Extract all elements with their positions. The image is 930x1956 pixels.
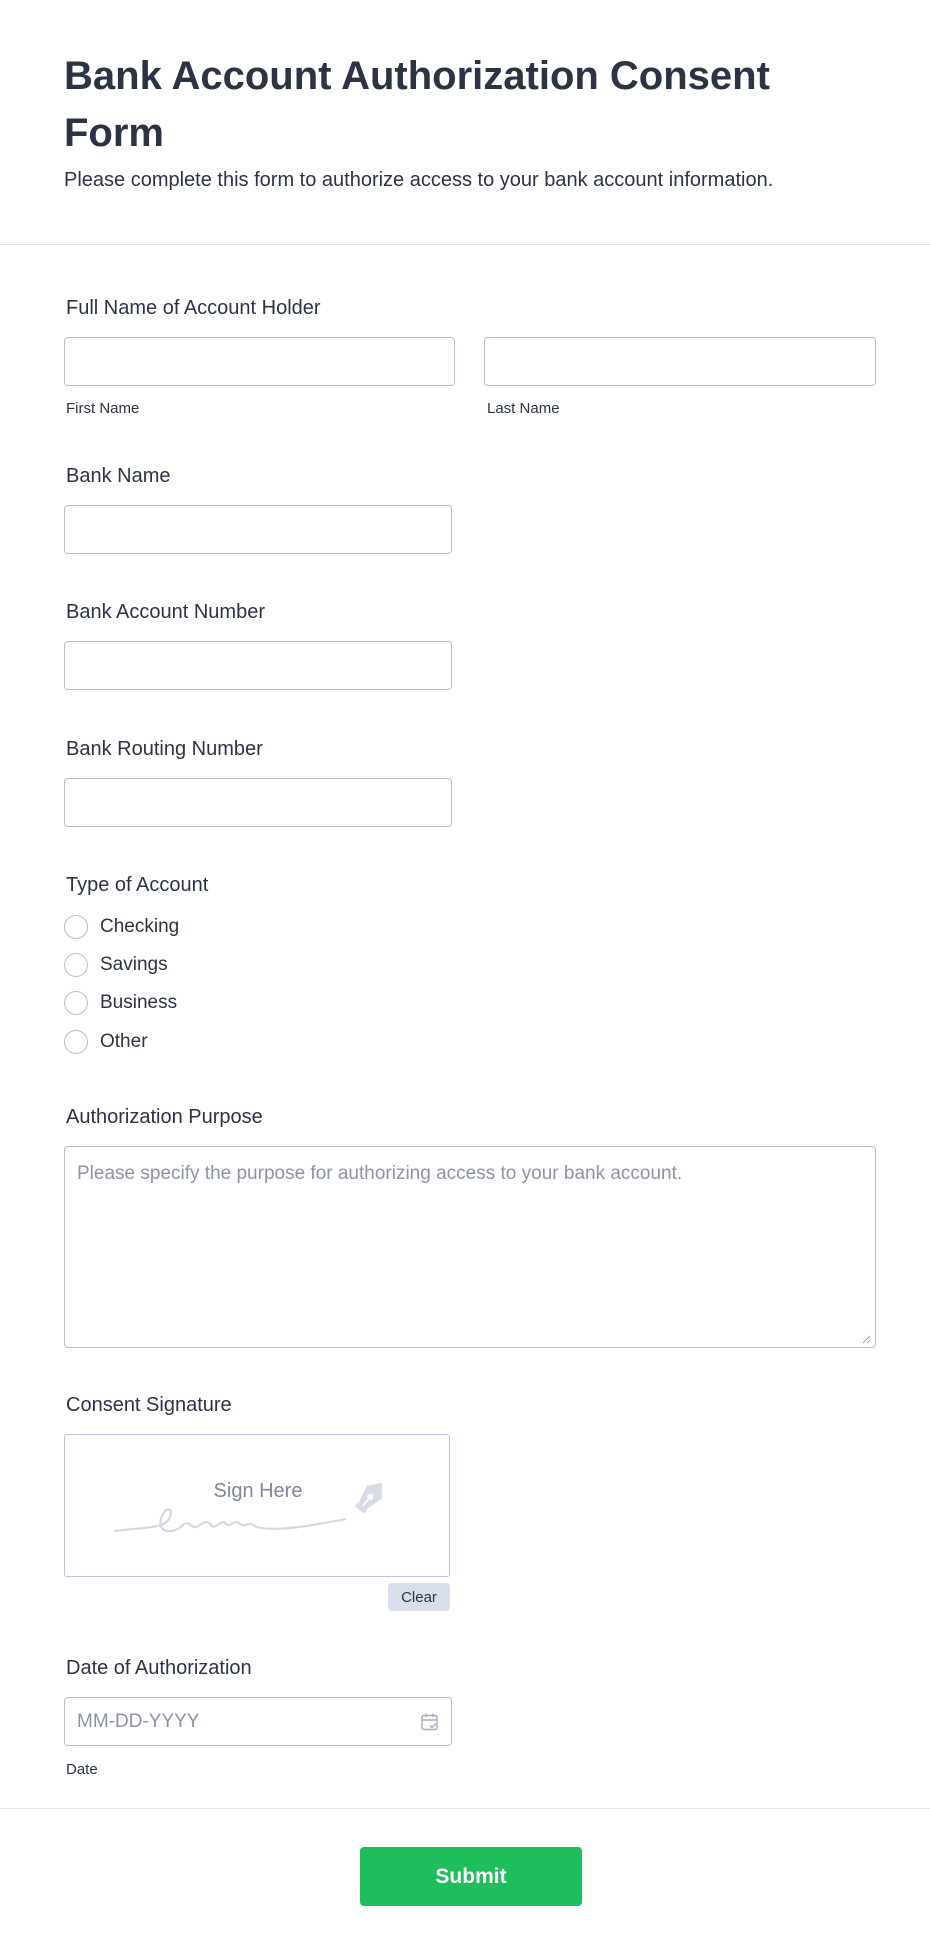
first-name-sublabel: First Name: [66, 400, 140, 417]
clear-signature-button[interactable]: Clear: [388, 1583, 450, 1611]
account-number-input[interactable]: [64, 641, 452, 690]
purpose-label: Authorization Purpose: [66, 1106, 263, 1128]
radio-label: Other: [100, 1031, 148, 1052]
radio-option-savings[interactable]: [64, 952, 168, 978]
radio-button[interactable]: [64, 1030, 88, 1054]
bank-name-input[interactable]: [64, 505, 452, 554]
sign-here-text: Sign Here: [213, 1480, 303, 1502]
radio-button[interactable]: [64, 915, 88, 939]
footer-divider: [0, 1808, 930, 1809]
signature-label: Consent Signature: [66, 1394, 232, 1416]
radio-label: Checking: [100, 916, 180, 937]
date-input-wrapper[interactable]: [64, 1697, 452, 1746]
radio-label: Business: [100, 992, 178, 1013]
signature-pad[interactable]: [64, 1434, 450, 1577]
routing-number-input[interactable]: [64, 778, 452, 827]
page-subtitle: Please complete this form to authorize access to your bank account information.: [64, 169, 774, 191]
account-number-label: Bank Account Number: [66, 601, 265, 623]
bank-name-label: Bank Name: [66, 465, 171, 487]
date-input[interactable]: [65, 1698, 395, 1745]
form-header: [0, 0, 930, 245]
routing-number-label: Bank Routing Number: [66, 738, 263, 760]
date-label: Date of Authorization: [66, 1657, 252, 1679]
calendar-icon[interactable]: [420, 1712, 440, 1732]
last-name-sublabel: Last Name: [487, 400, 560, 417]
radio-option-checking[interactable]: [64, 914, 179, 940]
radio-button[interactable]: [64, 991, 88, 1015]
radio-button[interactable]: [64, 953, 88, 977]
first-name-input[interactable]: [64, 337, 455, 386]
pen-nib-icon: [350, 1475, 392, 1517]
page-title: Bank Account Authorization Consent Form: [64, 54, 770, 155]
purpose-textarea[interactable]: [64, 1146, 876, 1348]
date-sublabel: Date: [66, 1761, 98, 1778]
radio-label: Savings: [100, 954, 168, 975]
resize-grip-icon[interactable]: [861, 1334, 871, 1344]
full-name-label: Full Name of Account Holder: [66, 297, 321, 319]
radio-option-other[interactable]: [64, 1029, 148, 1055]
submit-button[interactable]: Submit: [360, 1847, 582, 1906]
account-type-label: Type of Account: [66, 874, 209, 896]
radio-option-business[interactable]: [64, 990, 177, 1016]
last-name-input[interactable]: [484, 337, 876, 386]
